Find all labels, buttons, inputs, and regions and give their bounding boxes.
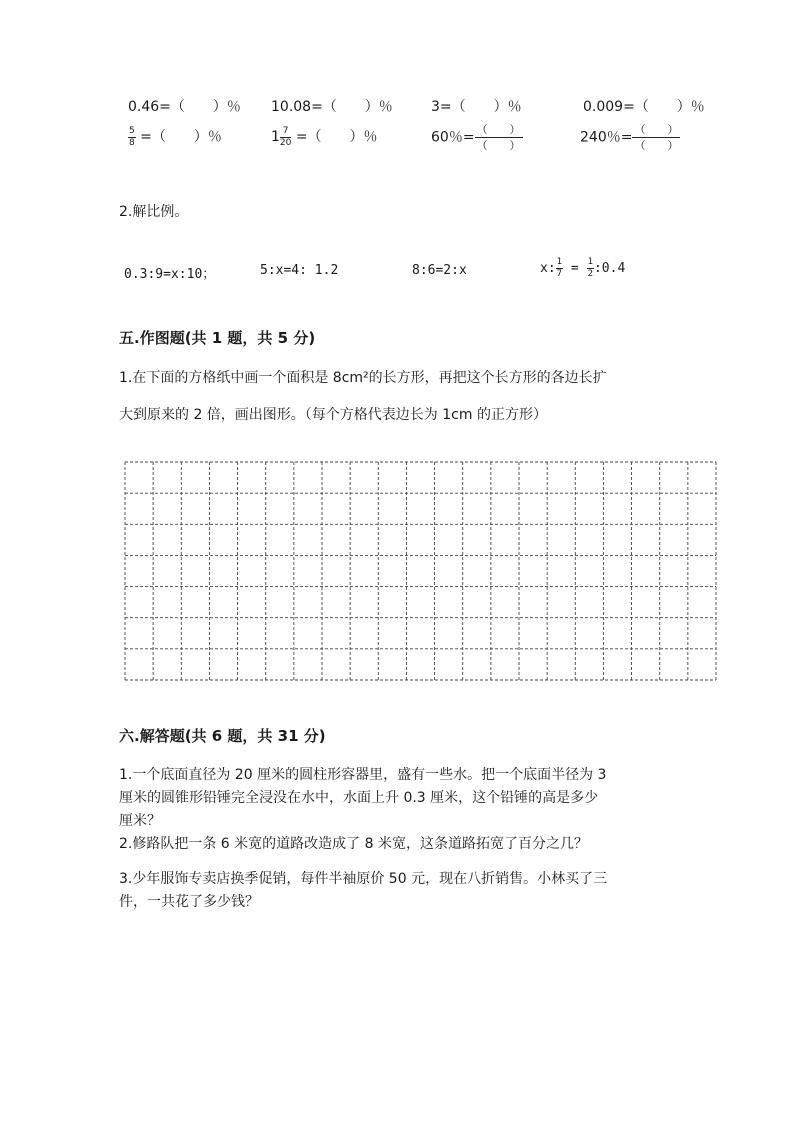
fraction: $\frac{1}{2}$ <box>587 257 593 279</box>
conversion-item: 60％= （ ） （ ） <box>431 123 521 152</box>
question-text: 3.少年服饰专卖店换季促销，每件半袖原价 50 元，现在八折销售。小林买了三 件，一共花了多少钱？ <box>119 871 608 910</box>
grid-paper[interactable] <box>124 461 717 681</box>
question-text: 1.在下面的方格纸中画一个面积是 8cm²的长方形，再把这个长方形的各边长扩 <box>119 370 607 386</box>
conversion-item: 10.08=（ ）％ <box>271 99 393 115</box>
proportion-item: 8:6=2:x <box>412 263 467 278</box>
fraction: $\frac{1}{7}$ <box>556 257 563 279</box>
proportion-item: 0.3:9=x:10； <box>124 267 216 282</box>
question-title: 2.解比例。 <box>119 204 189 220</box>
conversion-item: 3=（ ）％ <box>431 99 522 115</box>
fraction: $\frac{7}{20}$ <box>279 125 292 148</box>
conversion-item: 240％= （ ） （ ） <box>580 123 679 152</box>
fraction: $\frac{5}{8}$ <box>129 125 135 148</box>
proportion-item: x: $\frac{1}{7}$ = $\frac{1}{2}$ :0.4 <box>540 257 626 279</box>
blank-fraction: （ ） （ ） <box>476 123 521 152</box>
question-text: 大到原来的 2 倍，画出图形。（每个方格代表边长为 1cm 的正方形） <box>119 407 547 423</box>
conversion-item: 0.009=（ ）％ <box>583 99 705 115</box>
conversion-item: 0.46=（ ）％ <box>128 99 241 115</box>
conversion-item: 1 $\frac{7}{20}$ =（ ）％ <box>271 125 378 148</box>
section-heading: 六.解答题(共 6 题，共 31 分) <box>119 727 326 745</box>
conversion-item: $\frac{5}{8}$ =（ ）％ <box>129 125 222 148</box>
section-heading: 五.作图题(共 1 题，共 5 分) <box>119 329 316 347</box>
proportion-item: 5:x=4: 1.2 <box>260 263 339 278</box>
question-text: 1.一个底面直径为 20 厘米的圆柱形容器里，盛有一些水。把一个底面半径为 3 厘米的圆锥形铅锤完全浸没在水中，水面上升 0.3 厘米，这个铅锤的高是多少 厘米？ 2.修路队把一条 6 米宽的道路改造成了 8 米宽，这条道路拓宽了百分之几？ <box>119 767 607 852</box>
blank-fraction: （ ） （ ） <box>634 123 679 152</box>
